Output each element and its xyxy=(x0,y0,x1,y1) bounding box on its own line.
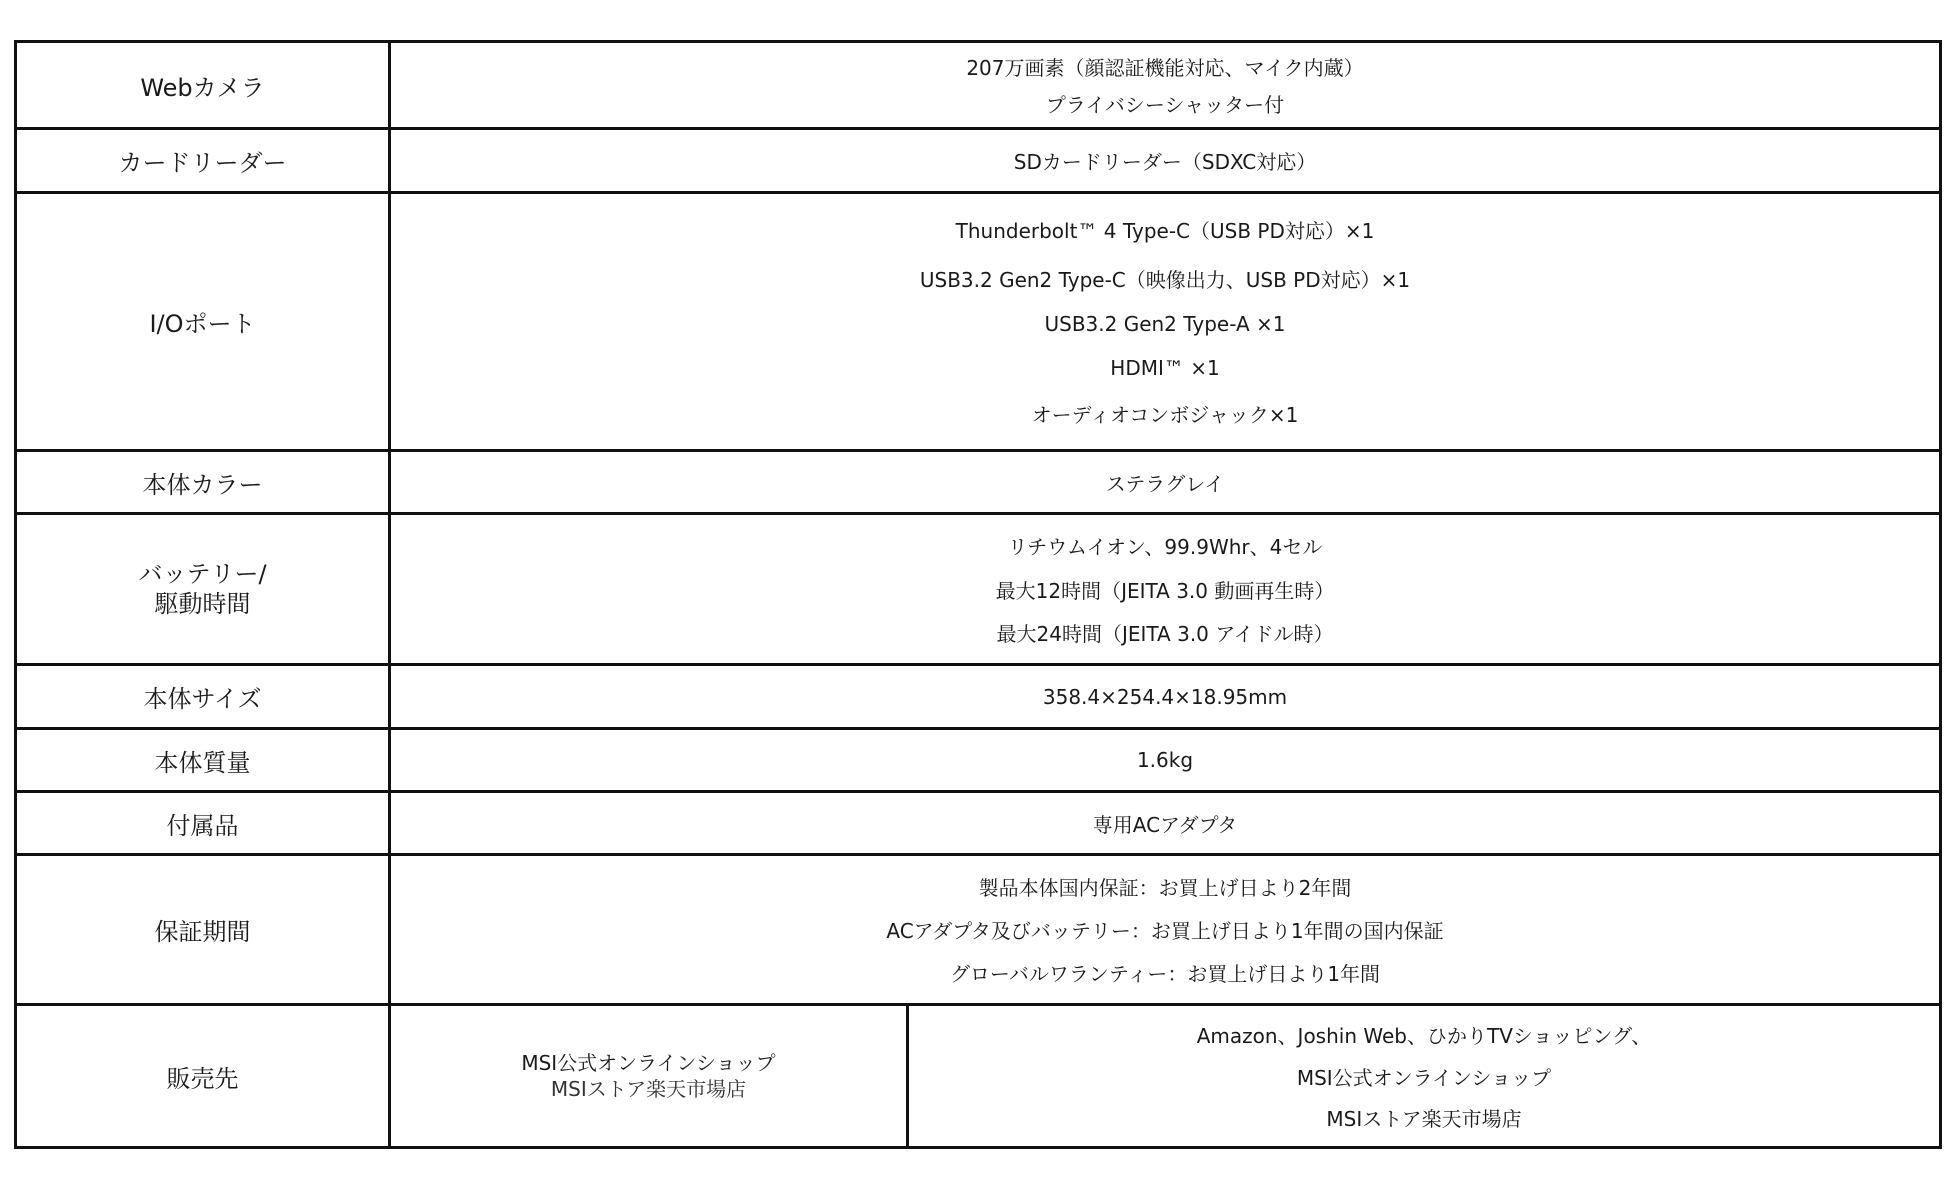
spec-label-line: 駆動時間 xyxy=(154,590,251,618)
spec-value-line: プライバシーシャッター付 xyxy=(1045,92,1285,117)
spec-value-line: ACアダプタ及びバッテリー：お買上げ日より1年間の国内保証 xyxy=(886,919,1444,943)
spec-value-retailers-left xyxy=(390,1005,908,1148)
spec-value-line: HDMI™ ×1 xyxy=(1110,355,1220,380)
spec-row-battery xyxy=(16,514,1941,665)
spec-label-card-reader: カードリーダー xyxy=(16,129,390,193)
spec-label-size: 本体サイズ xyxy=(16,665,390,729)
spec-value-line: SDカードリーダー（SDXC対応） xyxy=(1013,150,1317,174)
spec-row-webcam xyxy=(16,42,1941,129)
retailer-line: MSIストア楽天市場店 xyxy=(1326,1107,1522,1131)
spec-value-line: グローバルワランティー：お買上げ日より1年間 xyxy=(949,962,1381,987)
spec-value-warranty xyxy=(390,855,1941,1005)
spec-value-line: USB3.2 Gen2 Type-A ×1 xyxy=(1044,312,1286,336)
spec-label-color: 本体カラー xyxy=(16,451,390,514)
spec-label-battery xyxy=(16,514,390,665)
spec-label-io-ports: I/Oポート xyxy=(16,193,390,451)
spec-value-line: 207万画素（顔認証機能対応、マイク内蔵） xyxy=(966,56,1364,81)
spec-value-line: 最大12時間（JEITA 3.0 動画再生時） xyxy=(995,578,1335,603)
spec-table xyxy=(14,40,1942,1149)
spec-label-weight: 本体質量 xyxy=(16,729,390,792)
spec-value-battery xyxy=(390,514,1941,665)
spec-label-accessories: 付属品 xyxy=(16,792,390,855)
spec-row-retailers xyxy=(16,1005,1941,1148)
retailer-line: MSI公式オンラインショップ xyxy=(1296,1065,1552,1090)
spec-row-weight xyxy=(16,729,1941,792)
spec-row-color xyxy=(16,451,1941,514)
retailer-line: MSI公式オンラインショップ xyxy=(521,1051,776,1075)
spec-row-size xyxy=(16,665,1941,729)
spec-label-retailers: 販売先 xyxy=(16,1005,390,1148)
spec-value-weight xyxy=(390,729,1941,792)
retailer-line: Amazon、Joshin Web、ひかりTVショッピング、 xyxy=(1196,1024,1652,1048)
retailer-line: MSIストア楽天市場店 xyxy=(550,1077,747,1101)
spec-value-line: 358.4×254.4×18.95mm xyxy=(1042,684,1288,709)
spec-row-card-reader xyxy=(16,129,1941,193)
spec-value-line: リチウムイオン、99.9Whr、4セル xyxy=(1007,535,1323,559)
spec-value-line: ステラグレイ xyxy=(1105,471,1225,496)
spec-value-retailers-right xyxy=(908,1005,1941,1148)
spec-row-accessories xyxy=(16,792,1941,855)
spec-row-io-ports xyxy=(16,193,1941,451)
spec-value-accessories xyxy=(390,792,1941,855)
spec-value-line: 専用ACアダプタ xyxy=(1092,812,1238,837)
spec-value-line: オーディオコンボジャック×1 xyxy=(1031,403,1299,427)
spec-value-webcam xyxy=(390,42,1941,129)
spec-value-line: 最大24時間（JEITA 3.0 アイドル時） xyxy=(996,622,1334,646)
spec-value-card-reader xyxy=(390,129,1941,193)
spec-label-warranty: 保証期間 xyxy=(16,855,390,1005)
spec-value-line: 製品本体国内保証：お買上げ日より2年間 xyxy=(978,875,1352,900)
spec-label-webcam: Webカメラ xyxy=(16,42,390,129)
spec-value-line: Thunderbolt™ 4 Type-C（USB PD対応）×1 xyxy=(955,219,1375,243)
spec-row-warranty xyxy=(16,855,1941,1005)
spec-value-io-ports xyxy=(390,193,1941,451)
spec-value-line: 1.6kg xyxy=(1136,748,1194,772)
spec-label-line: バッテリー/ xyxy=(138,560,267,588)
spec-value-color xyxy=(390,451,1941,514)
spec-value-size xyxy=(390,665,1941,729)
spec-value-line: USB3.2 Gen2 Type-C（映像出力、USB PD対応）×1 xyxy=(919,267,1411,292)
